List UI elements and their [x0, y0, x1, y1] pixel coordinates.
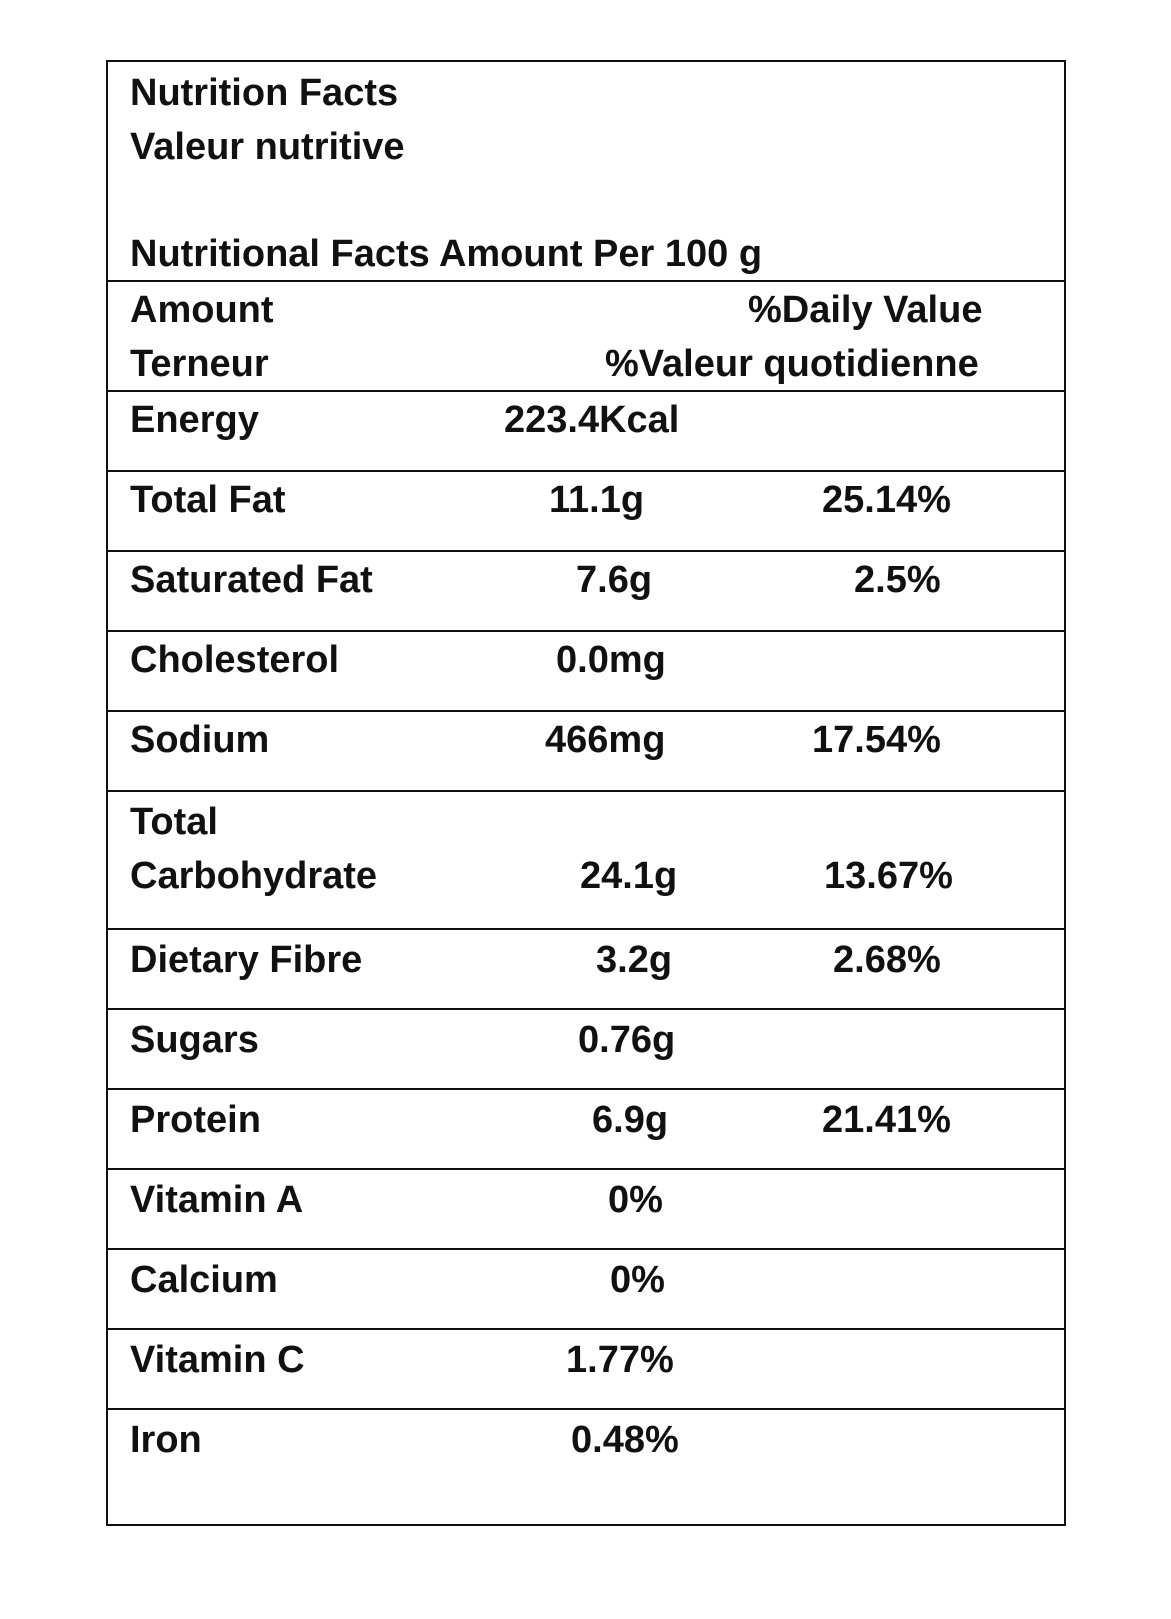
- column-header-section: [108, 280, 1064, 392]
- nutrition-facts-panel: [106, 60, 1066, 1526]
- table-row-cholesterol: [108, 630, 1064, 712]
- row-amount: 24.1g: [580, 855, 678, 897]
- row-label: Vitamin A: [130, 1179, 304, 1221]
- row-daily-value: 2.5%: [854, 559, 941, 601]
- table-row-dietary-fibre: [108, 928, 1064, 1010]
- row-amount: 11.1g: [549, 479, 645, 521]
- title-french: Valeur nutritive: [130, 126, 405, 168]
- table-row-protein: [108, 1088, 1064, 1170]
- row-label: Saturated Fat: [130, 559, 373, 601]
- row-amount: 0.48%: [571, 1419, 679, 1461]
- table-row-total-carbohydrate: [108, 790, 1064, 930]
- table-row-energy: [108, 390, 1064, 472]
- row-label-line2: Carbohydrate: [130, 855, 378, 897]
- table-row-calcium: [108, 1248, 1064, 1330]
- table-row-saturated-fat: [108, 550, 1064, 632]
- serving-size: Nutritional Facts Amount Per 100 g: [130, 233, 763, 275]
- row-label: Energy: [130, 399, 259, 441]
- row-label: Iron: [130, 1419, 202, 1461]
- row-amount: 0.76g: [578, 1019, 676, 1061]
- row-label: Total Fat: [130, 479, 286, 521]
- table-row-iron: [108, 1408, 1064, 1526]
- table-row-total-fat: [108, 470, 1064, 552]
- row-label: Cholesterol: [130, 639, 340, 681]
- daily-value-header-french: %Valeur quotidienne: [605, 343, 979, 385]
- table-row-vitamin-a: [108, 1168, 1064, 1250]
- row-label: Calcium: [130, 1259, 278, 1301]
- row-amount: 1.77%: [566, 1339, 674, 1381]
- row-daily-value: 25.14%: [822, 479, 951, 521]
- row-label: Protein: [130, 1099, 261, 1141]
- row-amount: 0%: [610, 1259, 665, 1301]
- amount-header-english: Amount: [130, 289, 274, 331]
- row-amount: 0.0mg: [556, 639, 666, 681]
- row-daily-value: 13.67%: [824, 855, 953, 897]
- table-row-vitamin-c: [108, 1328, 1064, 1410]
- row-amount: 466mg: [545, 719, 666, 761]
- row-label: Sugars: [130, 1019, 259, 1061]
- row-daily-value: 2.68%: [833, 939, 941, 981]
- table-row-sugars: [108, 1008, 1064, 1090]
- row-label: Vitamin C: [130, 1339, 305, 1381]
- row-amount: 0%: [608, 1179, 663, 1221]
- row-amount: 223.4Kcal: [504, 399, 680, 441]
- header-section: [108, 62, 1064, 284]
- row-amount: 6.9g: [592, 1099, 669, 1141]
- row-amount: 3.2g: [596, 939, 673, 981]
- row-amount: 7.6g: [576, 559, 653, 601]
- daily-value-header-english: %Daily Value: [748, 289, 983, 331]
- amount-header-french: Terneur: [130, 343, 269, 385]
- table-row-sodium: [108, 710, 1064, 792]
- row-daily-value: 21.41%: [822, 1099, 951, 1141]
- row-label: Sodium: [130, 719, 270, 761]
- title-english: Nutrition Facts: [130, 72, 399, 114]
- row-label: Dietary Fibre: [130, 939, 363, 981]
- row-label-line1: Total: [130, 801, 218, 843]
- row-daily-value: 17.54%: [812, 719, 941, 761]
